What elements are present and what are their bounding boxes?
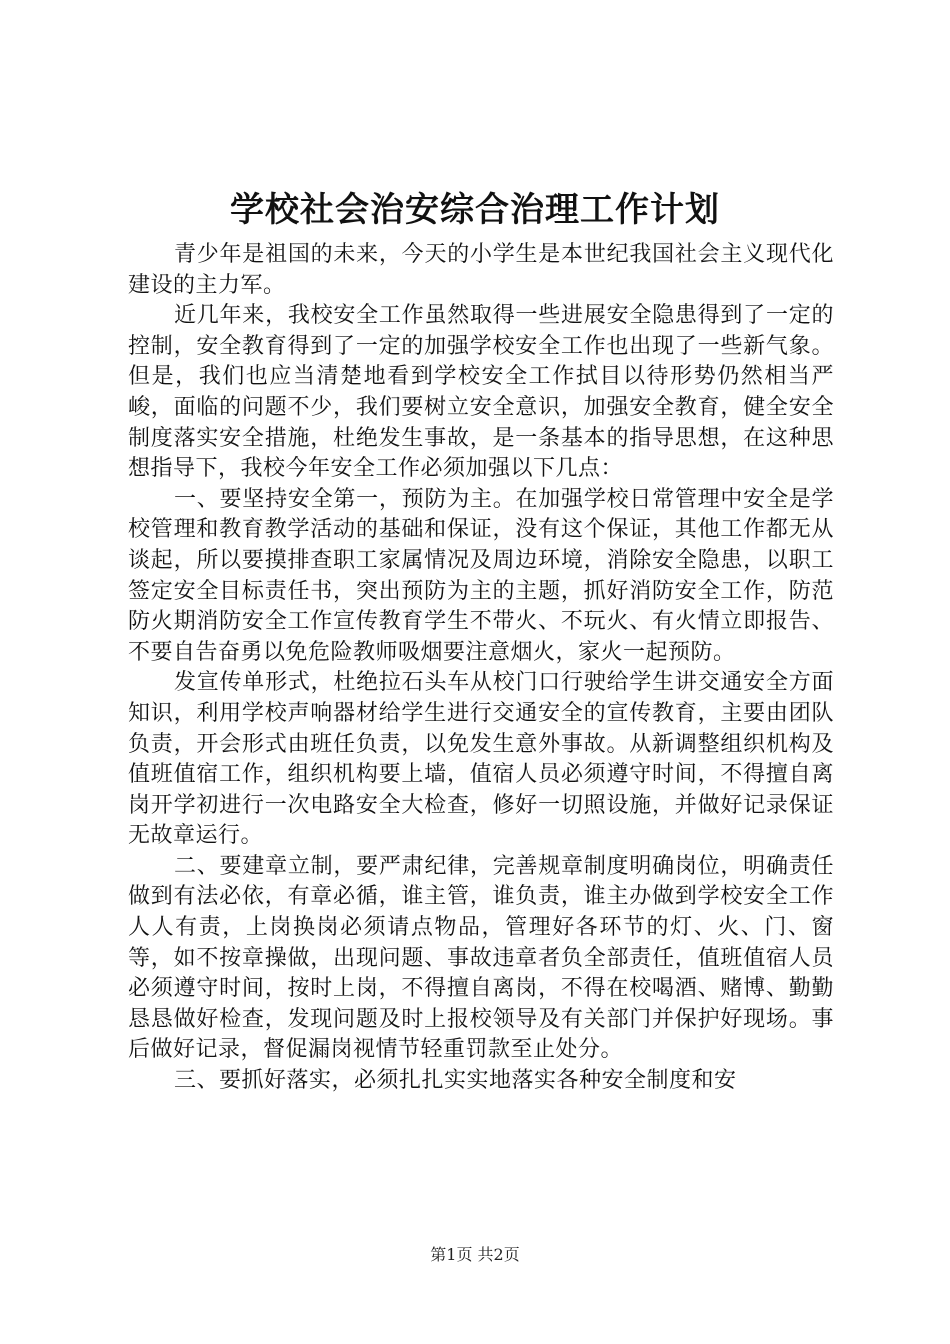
paragraph-intro: 青少年是祖国的未来，今天的小学生是本世纪我国社会主义现代化建设的主力军。 [128, 242, 834, 298]
paragraph-situation: 近几年来，我校安全工作虽然取得一些进展安全隐患得到了一定的控制，安全教育得到了一定的加强学校安全工作也出现了一些新气象。但是，我们也应当清楚地看到学校安全工作拭目以待形势仍然相当严峻，面临的问题不少，我们要树立安全意识，加强安全教育，健全安全制度落实安全措施，杜绝发生事故，是一条基本的指导思想，在这种思想指导下，我校今年安全工作必须加强以下几点： [128, 303, 834, 482]
paragraph-point-one: 一、要坚持安全第一，预防为主。在加强学校日常管理中安全是学校管理和教育教学活动的基础和保证，没有这个保证，其他工作都无从谈起，所以要摸排查职工家属情况及周边环境，消除安全隐患，以职工签定安全目标责任书，突出预防为主的主题，抓好消防安全工作，防范防火期消防安全工作宣传教育学生不带火、不玩火、有火情立即报告、不要自告奋勇以免危险教师吸烟要注意烟火，家火一起预防。 [128, 486, 834, 665]
document-title: 学校社会治安综合治理工作计划 [230, 190, 720, 230]
paragraph-traffic-safety: 发宣传单形式，杜绝拉石头车从校门口行驶给学生讲交通安全方面知识，利用学校声响器材给学生进行交通安全的宣传教育，主要由团队负责，开会形式由班任负责，以免发生意外事故。从新调整组织机构及值班值宿工作，组织机构要上墙，值宿人员必须遵守时间，不得擅自离岗开学初进行一次电路安全大检查，修好一切照设施，并做好记录保证无故章运行。 [128, 670, 834, 849]
paragraph-point-two: 二、要建章立制，要严肃纪律，完善规章制度明确岗位，明确责任做到有法必依，有章必循，谁主管，谁负责，谁主办做到学校安全工作人人有责，上岗换岗必须请点物品，管理好各环节的灯、火、门、窗等，如不按章操做，出现问题、事故违章者负全部责任，值班值宿人员必须遵守时间，按时上岗，不得擅自离岗，不得在校喝酒、赌博、勤勤恳恳做好检查，发现问题及时上报校领导及有关部门并保护好现场。事后做好记录，督促漏岗视情节轻重罚款至止处分。 [128, 853, 834, 1063]
page-footer: 第1页 共2页 [430, 1245, 520, 1264]
paragraph-point-three: 三、要抓好落实，必须扎扎实实地落实各种安全制度和安 [174, 1068, 737, 1094]
document-body [128, 240, 834, 1097]
